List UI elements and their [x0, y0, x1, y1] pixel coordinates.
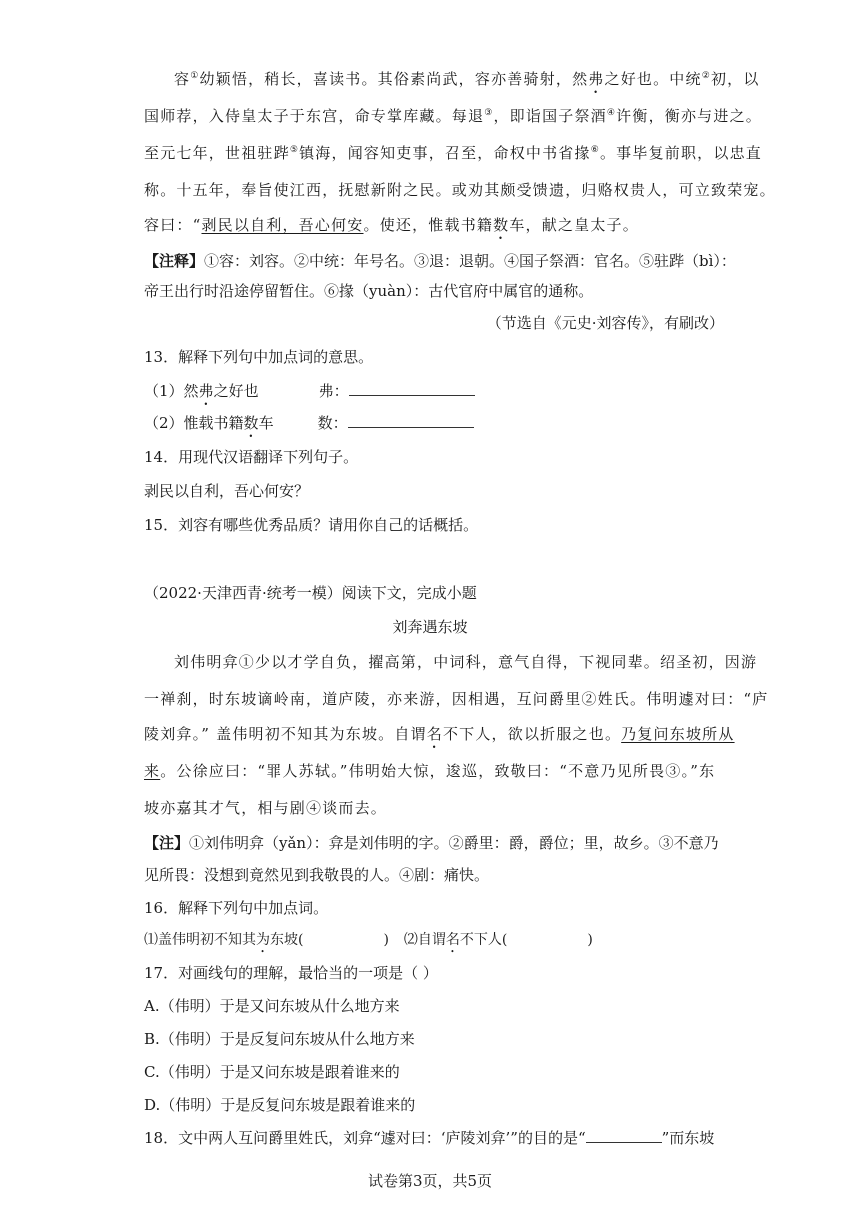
dotted-word: 名: [445, 932, 460, 948]
section2-title: 刘奔遇东坡: [392, 618, 468, 636]
q13-title: 13．解释下列句中加点词的意思。: [144, 348, 374, 366]
q16-title: 16．解释下列句中加点词。: [144, 899, 329, 917]
dotted-word: 弗: [588, 70, 605, 88]
dotted-word: 名: [426, 725, 443, 743]
q15-title: 15．刘容有哪些优秀品质？请用你自己的话概括。: [144, 516, 479, 534]
q14-sentence: 剥民以自利，吾心何安？: [144, 482, 310, 500]
q16-items: ⑴盖伟明初不知其为东坡( ) ⑵自谓名不下人( ): [144, 932, 593, 948]
passage2-line2: 一禅刹，时东坡谪岭南，道庐陵，亦来游，因相遇，互问爵里②姓氏。伟明遽对曰：“庐: [144, 690, 769, 708]
q17-title: 17．对画线句的理解，最恰当的一项是（ ）: [144, 964, 438, 982]
q14-title: 14．用现代汉语翻译下列句子。: [144, 448, 359, 466]
passage2-note-line1: 【注】①刘伟明弇（yǎn）：弇是刘伟明的字。②爵里：爵，爵位；里，故乡。③不意乃: [144, 834, 719, 852]
passage1-source: （节选自《元史·刘容传》，有刷改）: [486, 314, 724, 332]
passage2-line1: 刘伟明弇①少以才学自负，擢高第，中词科，意气自得，下视同辈。绍圣初，因游: [174, 653, 758, 671]
passage2-line4: 来。公徐应曰：“罪人苏轼。”伟明始大惊，逡巡，致敬曰：“不意乃见所畏③。”东: [144, 762, 716, 780]
q17-option-c[interactable]: C.（伟明）于是又问东坡是跟着谁来的: [144, 1063, 400, 1081]
q18-text: 18．文中两人互问爵里姓氏，刘弇“遽对曰：‘庐陵刘弇’”的目的是“ ”而东坡: [144, 1129, 715, 1147]
dotted-word: 为: [256, 932, 270, 948]
passage1-line1: 容①幼颖悟，稍长，喜读书。其俗素尚武，容亦善骑射，然弗之好也。中统②初，以: [174, 70, 760, 88]
answer-blank[interactable]: [348, 413, 474, 428]
passage2-note-line2: 见所畏：没想到竟然见到我敬畏的人。④剧：痛快。: [144, 866, 490, 884]
q13-item1: （1）然弗之好也 弗：: [144, 380, 724, 409]
passage1-note-line2: 帝王出行时沿途停留暂住。⑥掾（yuàn）：古代官府中属官的通称。: [144, 282, 594, 300]
passage1-note-line1: 【注释】①容：刘容。②中统：年号名。③退：退朝。④国子祭酒：官名。⑤驻跸（bì）：: [144, 252, 736, 270]
underlined-sentence: 乃复问东坡所从: [621, 725, 735, 743]
passage2-line5: 坡亦嘉其才气，相与剧④谈而去。: [144, 799, 388, 817]
q17-option-d[interactable]: D.（伟明）于是反复问东坡是跟着谁来的: [144, 1096, 416, 1114]
passage1-line3: 至元七年，世祖驻跸⑤镇海，闻容知吏事，召至，命权中书省掾⑥。事毕复前职，以忠直: [144, 144, 762, 162]
q17-option-b[interactable]: B.（伟明）于是反复问东坡从什么地方来: [144, 1030, 415, 1048]
answer-blank[interactable]: [586, 1128, 662, 1143]
passage1-line5: 容曰：“剥民以自利，吾心何安。使还，惟载书籍数车，献之皇太子。: [144, 216, 639, 234]
dotted-word: 数: [493, 216, 510, 234]
answer-blank[interactable]: [349, 381, 475, 396]
dotted-word: 数: [243, 414, 259, 432]
q17-option-a[interactable]: A.（伟明）于是又问东坡从什么地方来: [144, 997, 400, 1015]
passage1-line4: 称。十五年，奉旨使江西，抚慰新附之民。或劝其颇受馈遗，归赂权贵人，可立致荣宠。: [144, 181, 776, 199]
passage1-line2: 国师荐，入侍皇太子于东宫，命专掌库藏。每退③，即诣国子祭酒④许衡，衡亦与进之。: [144, 107, 762, 125]
section2-intro: （2022·天津西青·统考一模）阅读下文，完成小题: [144, 584, 477, 602]
underlined-sentence: 来: [144, 762, 161, 780]
underlined-sentence: 剥民以自利，吾心何安: [201, 216, 364, 234]
dotted-word: 弗: [198, 382, 214, 400]
page-footer: 试卷第3页，共5页: [367, 1172, 493, 1190]
q13-item2: （2）惟载书籍数车 数：: [144, 412, 724, 441]
passage2-line3: 陵刘弇。” 盖伟明初不知其为东坡。自谓名不下人，欲以折服之也。乃复问东坡所从: [144, 725, 735, 743]
